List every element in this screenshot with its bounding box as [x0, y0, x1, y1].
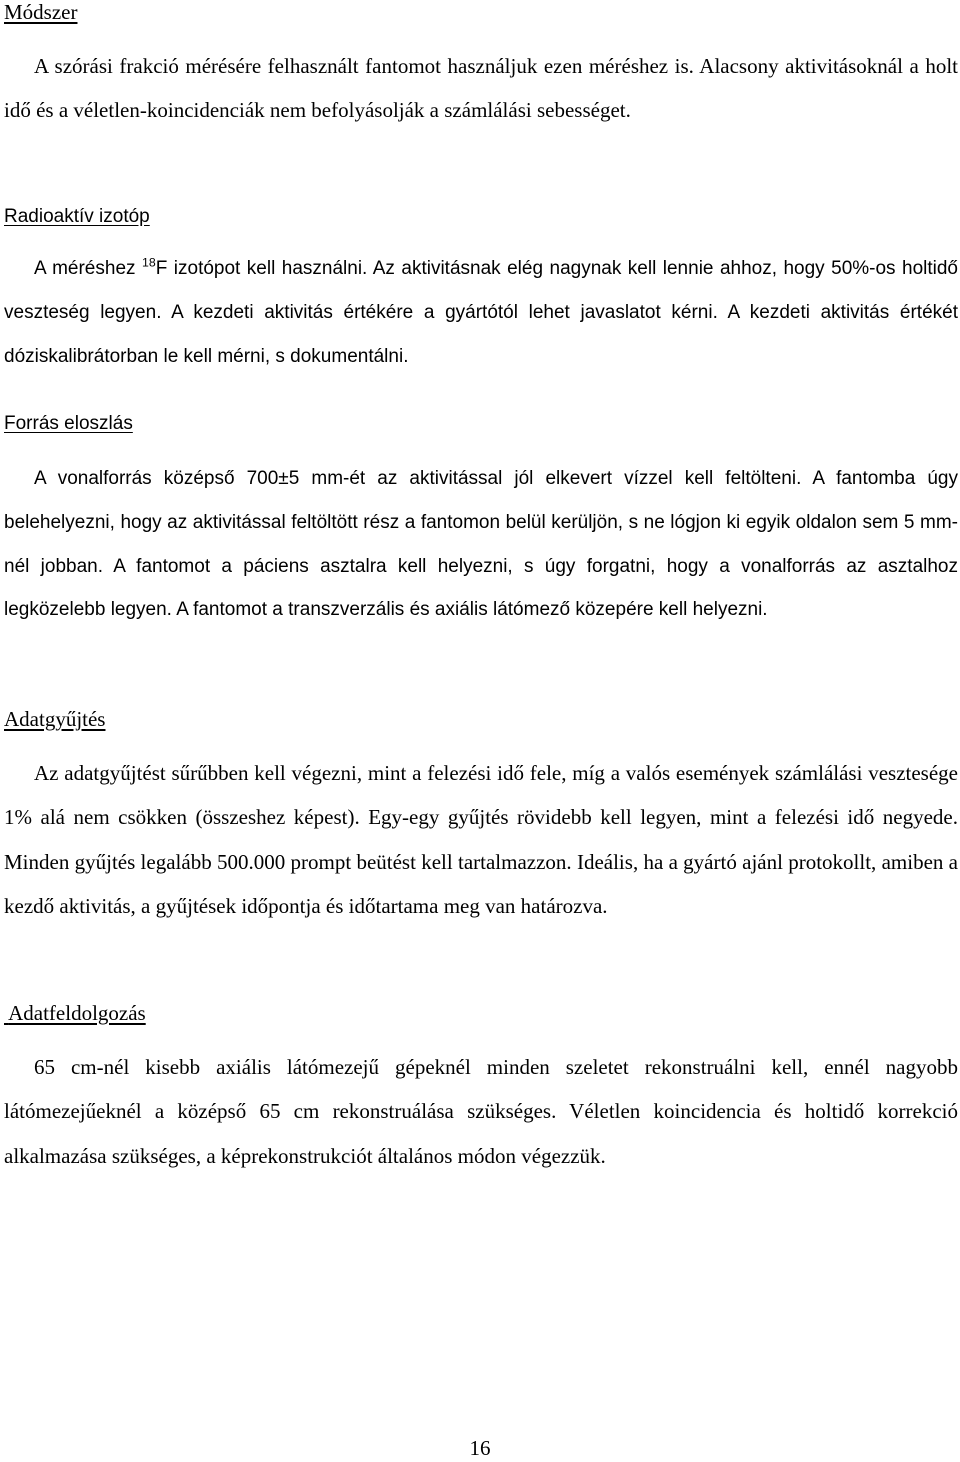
section-heading-radioaktiv-izotop: Radioaktív izotóp [4, 206, 150, 227]
section-heading-adatfeldolgozas [4, 1000, 146, 1026]
paragraph-modszer: A szórási frakció mérésére felhasznált fantomot használjuk ezen méréshez is. Alacsony aktivitásoknál a holt idő és a véletlen-koincidenciák nem befolyásolják a számlálási sebességet. [4, 54, 958, 123]
radio-text-start: A méréshez [34, 258, 142, 279]
adatfeldolgozas-heading-text: Adatfeldolgozás [8, 1001, 146, 1025]
paragraph-adatfeldolgozas: 65 cm-nél kisebb axiális látómezejű gépeknél minden szeletet rekonstruálni kell, ennél nagyobb látómezejűeknél a középső 65 cm rekonstruálása szükséges. Véletlen koincidencia és holtidő korrekció alkalmazása szükséges, a képrekonstrukciót általános módon végezzük. [4, 1055, 958, 1168]
section-heading-adatgyujtes: Adatgyűjtés [4, 707, 106, 731]
page-number: 16 [469, 1436, 491, 1460]
section-heading-forras-eloszlas: Forrás eloszlás [4, 413, 133, 434]
paragraph-radioaktiv-izotop [4, 247, 958, 378]
section-heading-modszer: Módszer [4, 0, 78, 24]
paragraph-forras-eloszlas: A vonalforrás középső 700±5 mm-ét az aktivitással jól elkevert vízzel kell feltölteni. A fantomba úgy belehelyezni, hogy az aktivitással feltöltött rész a fantomon belül kerüljön, s ne lógjon ki egyik oldalon sem 5 mm-nél jobban. A fantomot a páciens asztalra kell helyezni, s úgy forgatni, hogy a vonalforrás az asztalhoz legközelebb legyen. A fantomot a transzverzális és axiális látómező közepére kell helyezni. [4, 468, 958, 621]
radio-text-rest: F izotópot kell használni. Az aktivitásnak elég nagynak kell lennie ahhoz, hogy 50%-os holtidő veszteség legyen. A kezdeti aktivitás értékére a gyártótól lehet javaslatot kérni. A kezdeti aktivitás értékét dóziskalibrátorban le kell mérni, s dokumentálni. [4, 258, 958, 367]
isotope-mass-number: 18 [141, 255, 156, 270]
paragraph-adatgyujtes: Az adatgyűjtést sűrűbben kell végezni, mint a felezési idő fele, míg a valós események számlálási vesztesége 1% alá nem csökken (összeshez képest). Egy-egy gyűjtés rövidebb kell legyen, mint a felezési idő negyede. Minden gyűjtés legalább 500.000 prompt beütést kell tartalmazzon. Ideális, ha a gyártó ajánl protokollt, amiben a kezdő aktivitás, a gyűjtések időpontja és időtartama meg van határozva. [4, 761, 958, 918]
